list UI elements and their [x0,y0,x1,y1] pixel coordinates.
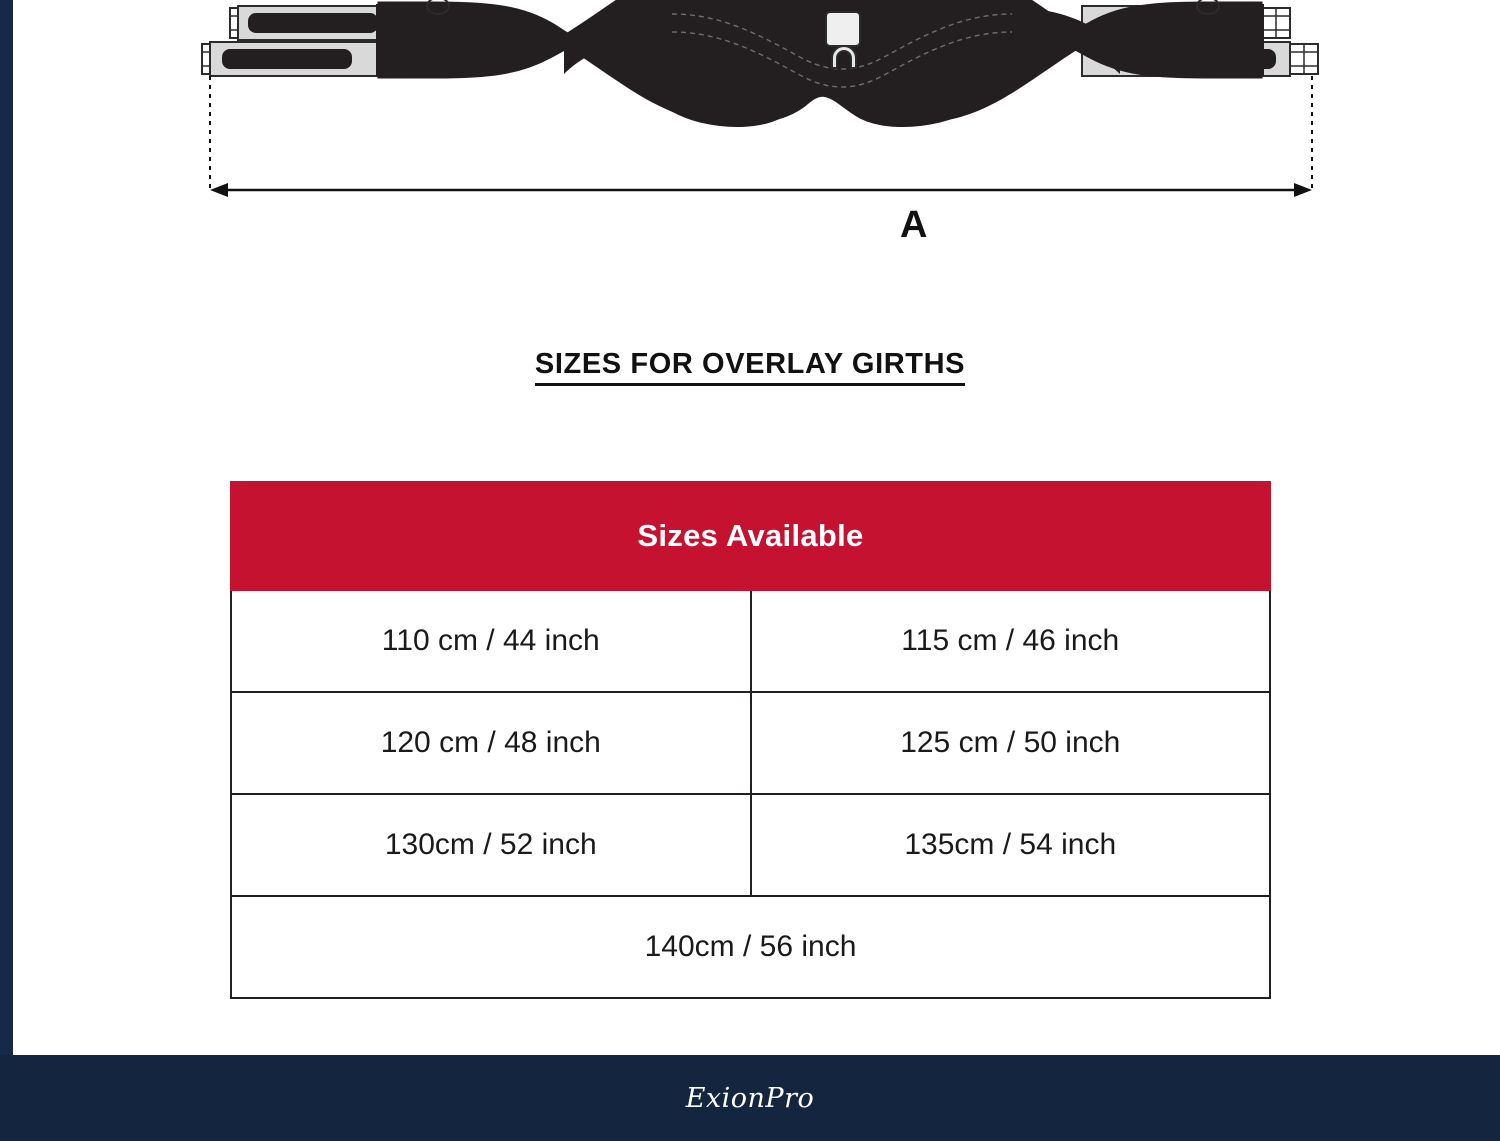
page-title-text: SIZES FOR OVERLAY GIRTHS [535,348,965,386]
size-cell: 115 cm / 46 inch [751,590,1271,692]
girth-diagram [200,0,1320,270]
footer-bar [0,1055,1500,1141]
table-header-cell: Sizes Available [231,482,1270,590]
sizes-table [230,481,1271,999]
table-row [231,590,1270,692]
size-cell: 125 cm / 50 inch [751,692,1271,794]
table-row [231,896,1270,998]
table-row [231,692,1270,794]
size-cell: 135cm / 54 inch [751,794,1271,896]
size-cell: 130cm / 52 inch [231,794,751,896]
girth-illustration [200,0,1320,270]
dimension-label-a: A [900,204,929,246]
size-cell: 110 cm / 44 inch [231,590,751,692]
left-edge-stripe [0,0,13,1141]
table-row [231,794,1270,896]
size-cell: 120 cm / 48 inch [231,692,751,794]
size-cell-full-width: 140cm / 56 inch [231,896,1270,998]
brand-logo: ExionPro [685,1082,815,1114]
table-header-row [231,482,1270,590]
page-title [0,348,1500,381]
